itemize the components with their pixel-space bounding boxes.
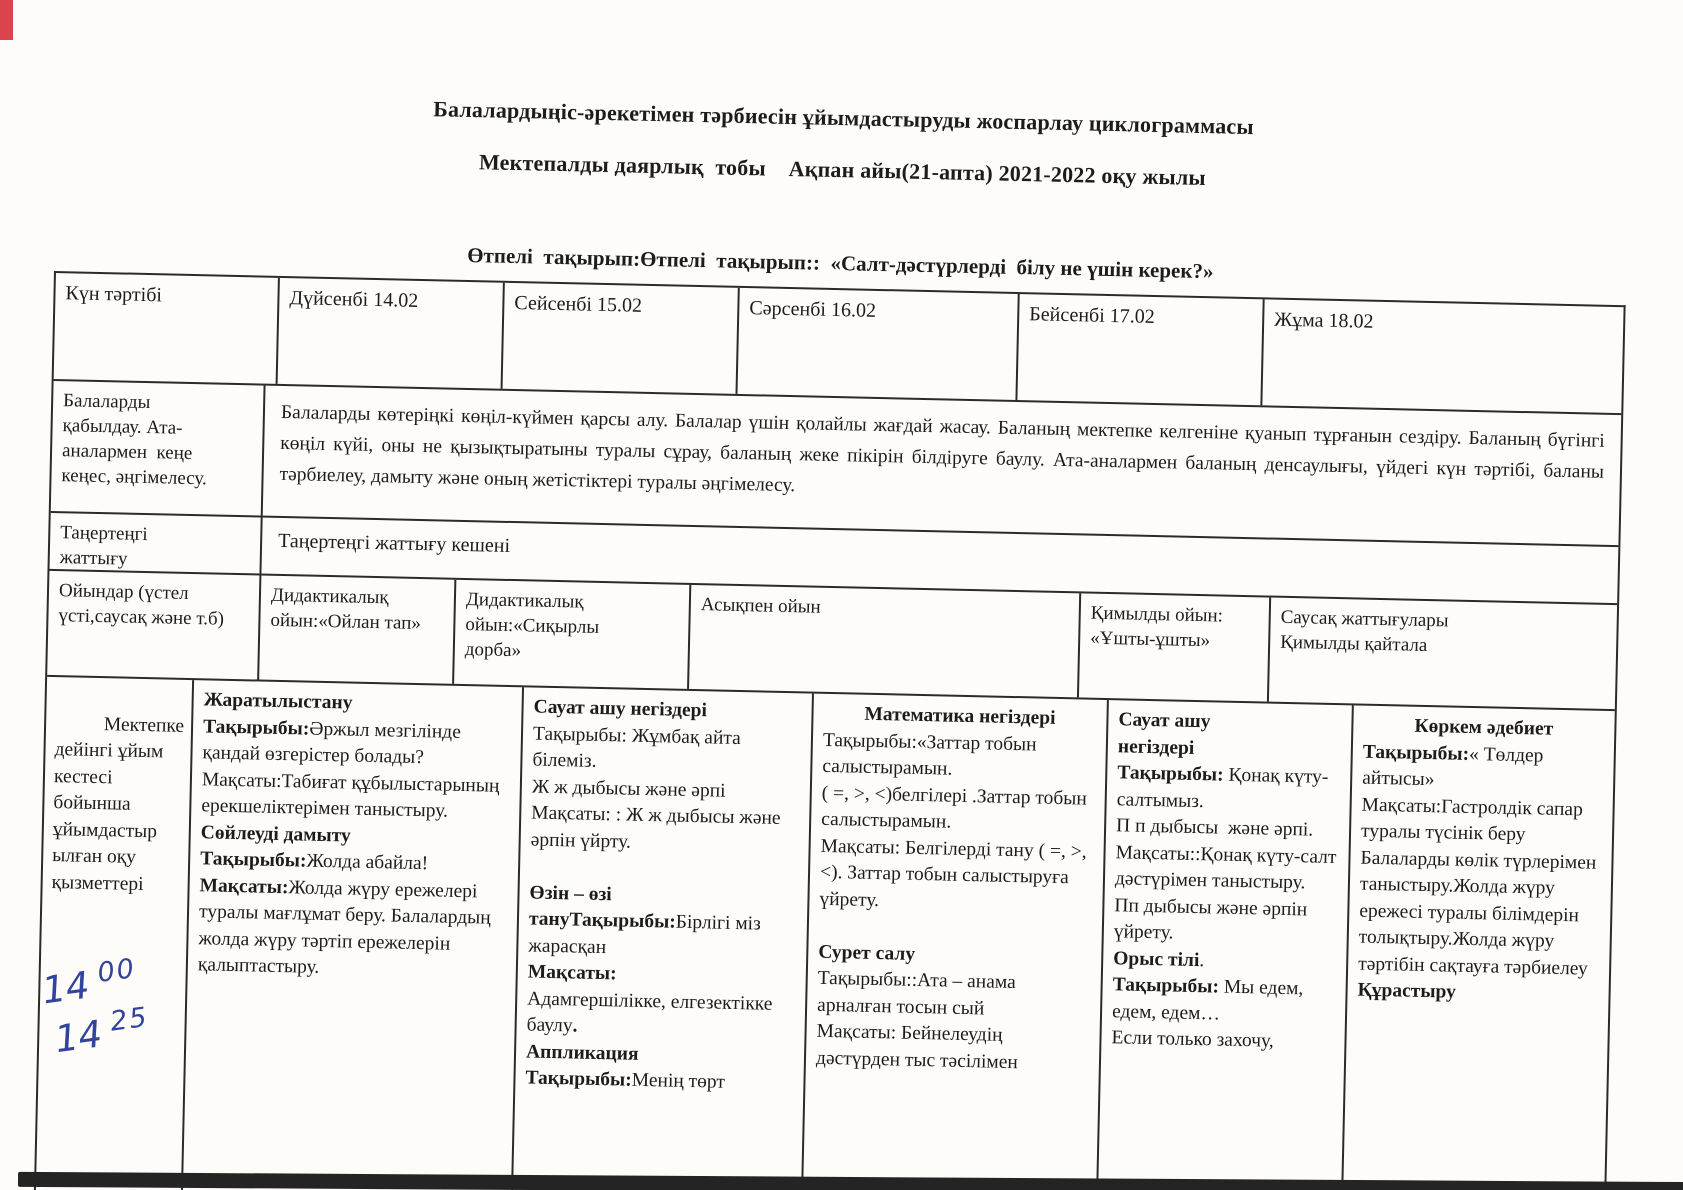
transition-theme-line: Өтпелі тақырып:Өтпелі тақырып:: «Салт-дәстүрлерді білу не үшін керек?» (466, 242, 1214, 284)
header-cell-friday: Жұма 18.02 (1260, 299, 1623, 413)
morning-exercise-label: Таңертеңгі жаттығу (59, 522, 148, 570)
handwritten-time-1: 14 $^{00}$ (39, 952, 138, 1013)
page-title: Балалардыңіс-әрекетімен тәрбиесін ұйымдастыруды жоспарлау циклограммасы (433, 96, 1255, 140)
header-cell-monday: Дүйсенбі 14.02 (276, 278, 503, 389)
lessons-cell-thursday: Сауат ашу негіздері Тақырыбы: Қонақ күту-салтымыз. П п дыбысы және әрпі. Мақсаты::Қонақ күту-салт дәстүрімен таныстыру. Пп дыбысы және әрпін үйрету. Орыс тілі. Тақырыбы: Мы едем, едем, едем… Если только захочу, (1095, 700, 1352, 1190)
reception-content: Балаларды көтеріңкі көңіл-күймен қарсы алу. Балалар үшін қолайлы жағдай жасау. Баланың мектепке келгеніне қуанып тұрғанын сездіру. Баланың бүгінгі көңіл күйі, оны не қызықтыратыны туралы сұрау, баланың жеке пікірін білдіруге баулу. Ата-аналармен баланың денсаулығы, үйдегі күн тәртібі, баланы тәрбиелеу, дамыту және оның жетістіктері туралы әңгімелесу. (261, 386, 1622, 546)
games-cell-tuesday: Дидактикалық ойын:«Сиқырлы дорба» (452, 580, 689, 689)
header-cell-wednesday: Сәрсенбі 16.02 (735, 288, 1017, 400)
lessons-row (35, 675, 1615, 1190)
games-cell-thursday: Қимылды ойын: «Ұшты-ұшты» (1077, 593, 1269, 701)
lessons-cell-wednesday: Математика негіздері Тақырыбы:«Заттар тобын салыстырамын. ( =, >, <)белгілері .Заттар тобын салыстырамын. Мақсаты: Белгілерді тану ( =, >, <). Заттар тобын салыстыруға үйрету. Сурет салу Тақырыбы::Ата – анама арналған тосын сый Мақсаты: Бейнелеудің дәстүрден тыс тәсілімен (800, 694, 1107, 1190)
games-cell-friday: Саусақ жаттығулары Қимылды қайтала (1267, 598, 1617, 710)
lessons-cell-tuesday: Сауат ашу негіздері Тақырыбы: Жұмбақ айта білеміз. Ж ж дыбысы және әрпі Мақсаты: : Ж ж дыбысы және әрпін үйрту. Өзін – өзі тануТақырыбы:Бірлігі міз жарасқан Мақсаты: Адамгершілікке, елгезектікке баулу. Аппликация Тақырыбы:Менің төрт (510, 687, 812, 1190)
lessons-cell-friday: Көркем әдебиет Тақырыбы:« Төлдер айтысы» Мақсаты:Гастролдік сапар туралы түсінік беру Балаларды көлік түрлерімен таныстыру.Жолда жүру ережесі туралы білімдерін толықтыру.Жолда жүру тәртібін сақтауға тәрбиелеу Құрастыру (1340, 705, 1615, 1190)
handwritten-time-2: 14 $^{25}$ (52, 1001, 151, 1061)
reception-label: Балаларды қабылдау. Ата- аналармен кеңе кеңес, әңгімелесу. (61, 390, 207, 490)
weekly-schedule-table (33, 271, 1626, 1190)
header-cell-tuesday: Сейсенбі 15.02 (501, 283, 738, 394)
scan-edge-red-mark (0, 0, 13, 40)
games-cell-monday: Дидактикалық ойын:«Ойлан тап» (257, 576, 454, 684)
header-cell-thursday: Бейсенбі 17.02 (1015, 294, 1262, 405)
lessons-label: Мектепке дейінгі ұйым кестесі бойынша ұйымдастыр ылған оқу қызметтері (51, 713, 185, 895)
games-label: Ойындар (үстел үсті,саусақ және т.б) (58, 580, 225, 630)
lessons-cell-monday: Жаратылыстану Тақырыбы:Әржыл мезгілінде қандай өзгерістер болады? Мақсаты:Табиғат құбылыстарының ерекшеліктерімен таныстыру. Сөйлеуді дамыту Тақырыбы:Жолда абайла! Мақсаты:Жолда жүру ережелері туралы мағлұмат беру. Балалардың жолда жүру тәртіп ережелерін қалыптастыру. (180, 680, 522, 1190)
games-cell-wednesday: Асықпен ойын (687, 585, 1079, 697)
lessons-label-cell (35, 677, 192, 1190)
header-cell-day-regime: Күн тәртібі (65, 282, 163, 307)
handwritten-times (39, 949, 184, 1060)
morning-exercise-content: Таңертеңгі жаттығу кешені (259, 518, 1618, 604)
document-content (33, 88, 1630, 1190)
page-subtitle: Мектепалды даярлық тобы Ақпан айы(21-апта) 2021-2022 оқу жылы (478, 149, 1207, 191)
